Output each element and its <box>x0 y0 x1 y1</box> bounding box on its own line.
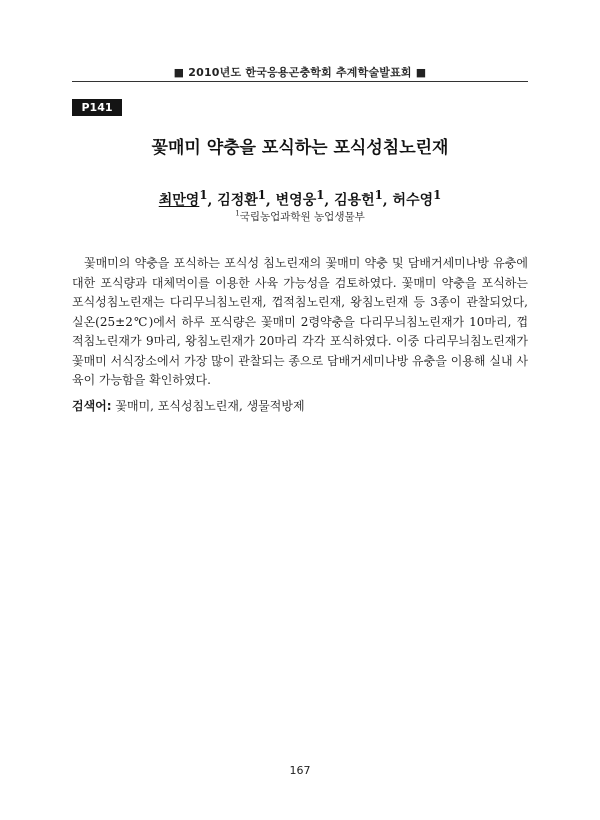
poster-id-badge: P141 <box>72 99 122 116</box>
author-separator: , <box>265 192 276 209</box>
affiliation <box>0 209 600 224</box>
paper-title: 꽃매미 약충을 포식하는 포식성침노린재 <box>151 138 449 158</box>
author-separator: , <box>207 192 218 209</box>
author-separator: , <box>324 192 335 209</box>
keywords-label: 검색어: <box>72 399 112 413</box>
author-affiliation-mark: 1 <box>433 188 442 202</box>
abstract-body: 꽃매미의 약충을 포식하는 포식성 침노린재의 꽃매미 약충 및 담배거세미나방 유충에 대한 포식량과 대체먹이를 이용한 사육 가능성을 검토하였다. 꽃매미 약충을 포식하는 포식성침노린재는 다리무늬침노린재, 껍적침노린재, 왕침노린재 등 3종이 관찰되었다, 실온(25±2℃)에서 하루 포식량은 꽃매미 2령약충을 다리무늬침노린재가 10마리, 껍적침노린재가 9마리, 왕침노린재가 20마리 각각 포식하였다. 이중 다리무늬침노린재가 꽃매미 서식장소에서 가장 많이 관찰되는 종으로 담배거세미나방 유충을 이용해 실내 사육이 가능함을 확인하였다. <box>72 256 528 387</box>
affiliation-mark: 1 <box>235 209 240 218</box>
header-divider <box>72 81 528 82</box>
author-affiliation-mark: 1 <box>374 188 383 202</box>
author-affiliation-mark: 1 <box>199 188 208 202</box>
page-number: 167 <box>289 764 311 777</box>
author-name: 최만영 <box>158 192 200 209</box>
author-name: 허수영 <box>392 192 434 209</box>
author-list <box>0 188 600 210</box>
author-affiliation-mark: 1 <box>316 188 325 202</box>
running-header: ■ 2010년도 한국응용곤충학회 추계학술발표회 ■ <box>173 66 427 79</box>
author-name: 김정환 <box>217 192 258 209</box>
author-name: 김용헌 <box>334 192 375 209</box>
keywords <box>72 397 528 414</box>
author-name: 변영웅 <box>275 192 317 209</box>
author-affiliation-mark: 1 <box>257 188 266 202</box>
affiliation-text: 국립농업과학원 농업생물부 <box>239 211 365 223</box>
keywords-text: 꽃매미, 포식성침노린재, 생물적방제 <box>115 399 305 413</box>
author-separator: , <box>382 192 393 209</box>
